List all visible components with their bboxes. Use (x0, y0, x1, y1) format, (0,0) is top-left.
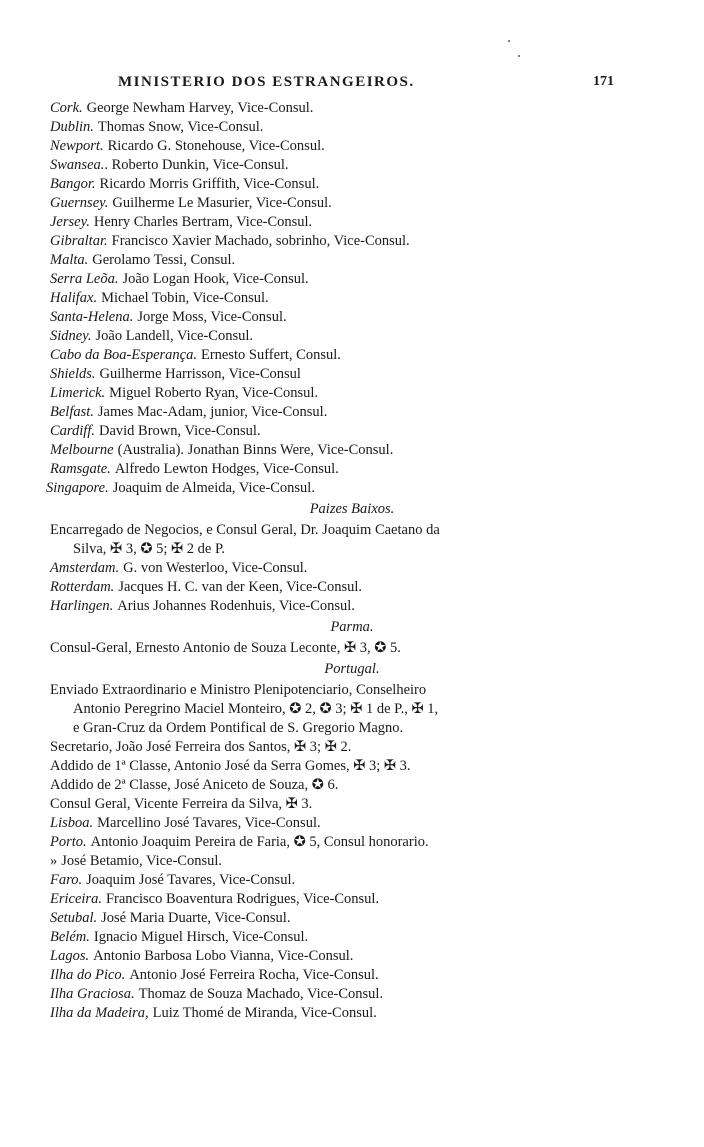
list-item: Ramsgate. Alfredo Lewton Hodges, Vice-Consul. (50, 461, 339, 477)
list-item: Belém. Ignacio Miguel Hirsch, Vice-Consul. (50, 929, 309, 945)
text-line: Consul-Geral, Ernesto Antonio de Souza Leconte, ✠ 3, ✪ 5. (50, 640, 401, 656)
list-item: Ericeira. Francisco Boaventura Rodrigues, Vice-Consul. (50, 891, 380, 907)
list-item: Bangor. Ricardo Morris Griffith, Vice-Consul. (50, 176, 320, 192)
list-item: Limerick. Miguel Roberto Ryan, Vice-Consul. (50, 385, 319, 401)
list-item: Dublin. Thomas Snow, Vice-Consul. (50, 119, 264, 135)
list-item: Swansea.. Roberto Dunkin, Vice-Consul. (50, 157, 289, 173)
list-item: Lisboa. Marcellino José Tavares, Vice-Consul. (50, 815, 321, 831)
list-item: Santa-Helena. Jorge Moss, Vice-Consul. (50, 309, 287, 325)
list-item: Serra Leõa. João Logan Hook, Vice-Consul. (50, 271, 309, 287)
text-line: Consul Geral, Vicente Ferreira da Silva, ✠ 3. (50, 796, 313, 812)
text-line: Silva, ✠ 3, ✪ 5; ✠ 2 de P. (73, 541, 226, 557)
list-item: Cardiff. David Brown, Vice-Consul. (50, 423, 261, 439)
list-item: Newport. Ricardo G. Stonehouse, Vice-Consul. (50, 138, 325, 154)
list-item: Belfast. James Mac-Adam, junior, Vice-Consul. (50, 404, 328, 420)
list-item: Ilha Graciosa. Thomaz de Souza Machado, Vice-Consul. (50, 986, 384, 1002)
list-item: Faro. Joaquim José Tavares, Vice-Consul. (50, 872, 296, 888)
list-item: Singapore. Joaquim de Almeida, Vice-Consul. (46, 480, 315, 496)
list-item: Cabo da Boa-Esperança. Ernesto Suffert, Consul. (50, 347, 341, 363)
list-item: Porto. Antonio Joaquim Pereira de Faria, ✪ 5, Consul honorario. (50, 834, 429, 850)
list-item: Ilha do Pico. Antonio José Ferreira Rocha, Vice-Consul. (50, 967, 379, 983)
text-line: e Gran-Cruz da Ordem Pontifical de S. Gregorio Magno. (73, 720, 404, 736)
paper-speck (508, 40, 510, 42)
text-line: Enviado Extraordinario e Ministro Plenipotenciario, Conselheiro (50, 682, 427, 698)
list-item: Malta. Gerolamo Tessi, Consul. (50, 252, 236, 268)
page-header (0, 74, 704, 96)
list-item: Jersey. Henry Charles Bertram, Vice-Consul. (50, 214, 313, 230)
text-line: Secretario, João José Ferreira dos Santos, ✠ 3; ✠ 2. (50, 739, 352, 755)
section-heading: Parma. (330, 619, 374, 635)
list-item: Amsterdam. G. von Westerloo, Vice-Consul. (50, 560, 308, 576)
text-line: Addido de 2ª Classe, José Aniceto de Souza, ✪ 6. (50, 777, 339, 793)
list-item: Sidney. João Landell, Vice-Consul. (50, 328, 254, 344)
page-number: 171 (593, 74, 614, 89)
text-line: Addido de 1ª Classe, Antonio José da Serra Gomes, ✠ 3; ✠ 3. (50, 758, 411, 774)
text-line: Antonio Peregrino Maciel Monteiro, ✪ 2, ✪ 3; ✠ 1 de P., ✠ 1, (73, 701, 439, 717)
list-item: Shields. Guilherme Harrisson, Vice-Consul (50, 366, 301, 382)
list-item: » José Betamio, Vice-Consul. (50, 853, 223, 869)
text-line: Encarregado de Negocios, e Consul Geral, Dr. Joaquim Caetano da (50, 522, 440, 538)
section-heading: Portugal. (324, 661, 380, 677)
list-item: Melbourne (Australia). Jonathan Binns Were, Vice-Consul. (50, 442, 394, 458)
running-title: MINISTERIO DOS ESTRANGEIROS. (118, 74, 415, 90)
list-item: Rotterdam. Jacques H. C. van der Keen, Vice-Consul. (50, 579, 363, 595)
list-item: Halifax. Michael Tobin, Vice-Consul. (50, 290, 269, 306)
paper-speck (518, 55, 520, 57)
list-item: Lagos. Antonio Barbosa Lobo Vianna, Vice-Consul. (50, 948, 354, 964)
list-item: Setubal. José Maria Duarte, Vice-Consul. (50, 910, 291, 926)
list-item: Cork. George Newham Harvey, Vice-Consul. (50, 100, 314, 116)
section-heading: Paizes Baixos. (309, 501, 395, 517)
list-item: Ilha da Madeira, Luiz Thomé de Miranda, Vice-Consul. (50, 1005, 377, 1021)
list-item: Harlingen. Arius Johannes Rodenhuis, Vice-Consul. (50, 598, 355, 614)
list-item: Gibraltar. Francisco Xavier Machado, sobrinho, Vice-Consul. (50, 233, 410, 249)
list-item: Guernsey. Guilherme Le Masurier, Vice-Consul. (50, 195, 332, 211)
